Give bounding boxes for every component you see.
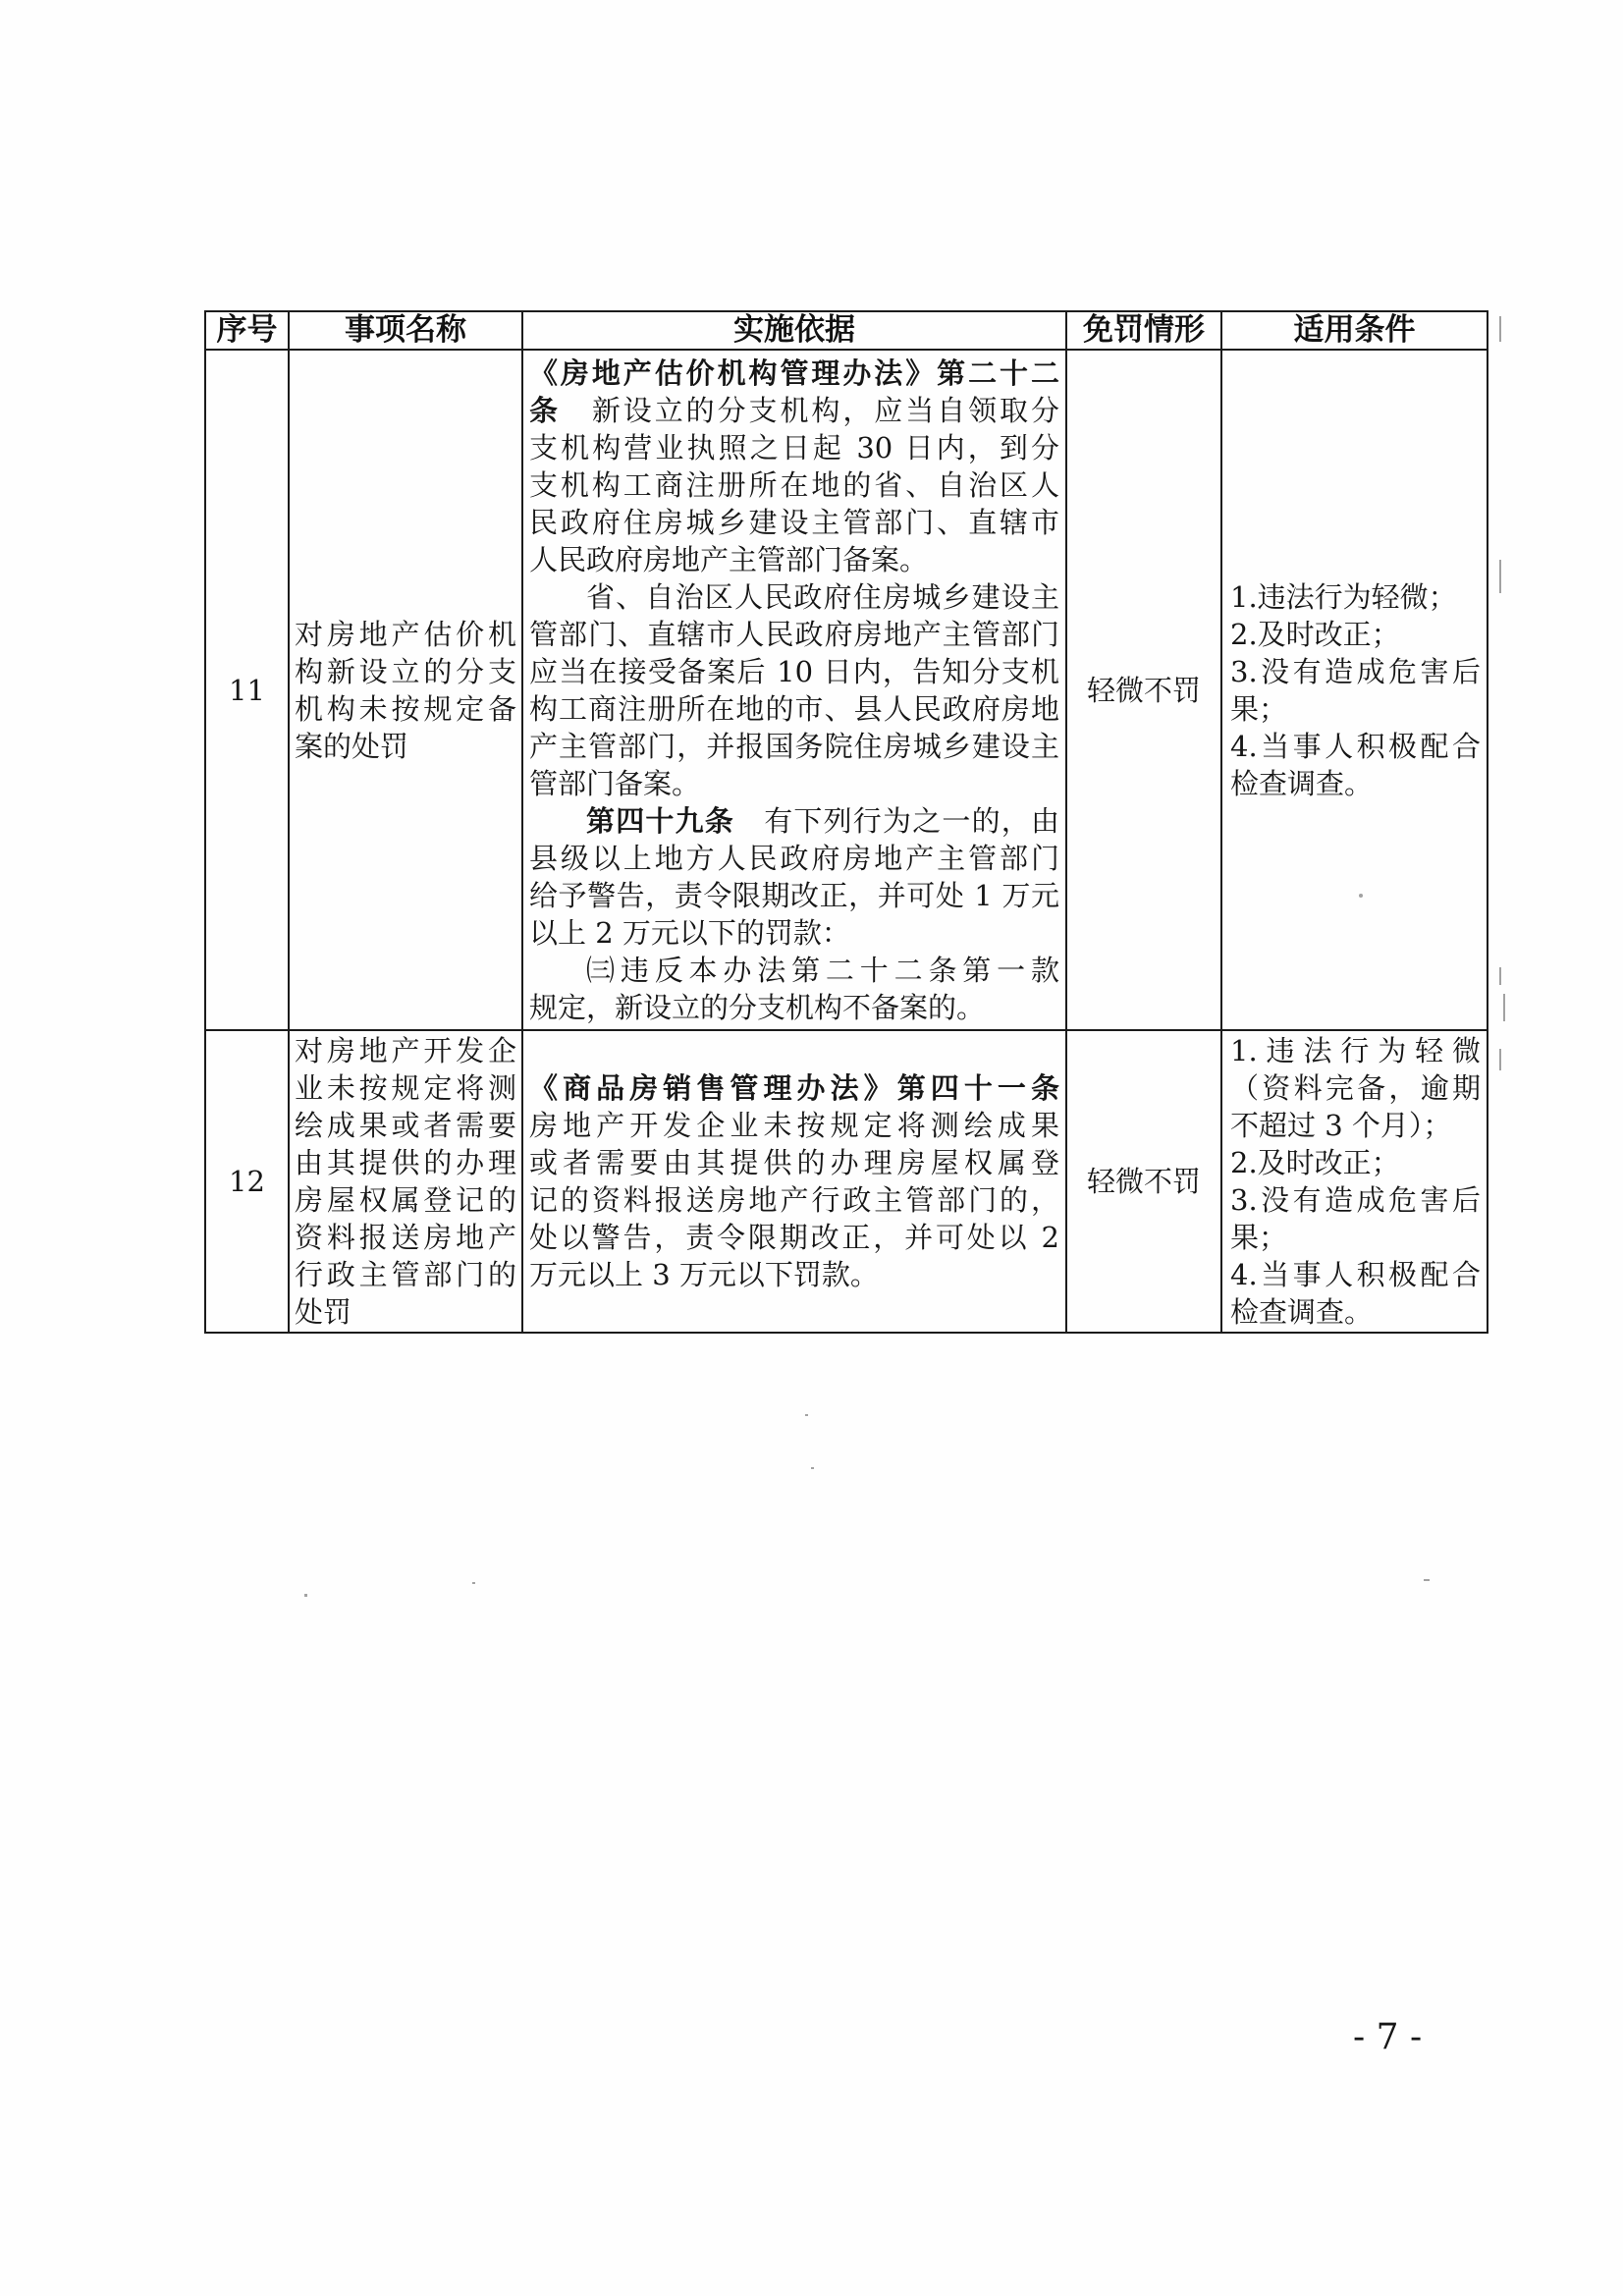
item-name-line: 绘成果或者需要 <box>295 1109 516 1142</box>
basis-line: 民政府住房城乡建设主管部门、直辖市 <box>529 505 1059 539</box>
scan-speck <box>805 1414 808 1416</box>
condition-line: 3.没有造成危害后 <box>1230 654 1481 688</box>
scan-speck <box>1359 894 1363 898</box>
serial-number: 12 <box>229 1165 265 1198</box>
cell-exemption <box>1067 1031 1222 1334</box>
condition-line: 4.当事人积极配合 <box>1230 1258 1481 1291</box>
basis-line: 房地产开发企业未按规定将测绘成果 <box>529 1109 1059 1142</box>
basis-line: 记的资料报送房地产行政主管部门的， <box>529 1183 1059 1217</box>
header-exemption: 免罚情形 <box>1067 312 1222 351</box>
basis-line <box>529 802 1059 840</box>
header-serial-number: 序号 <box>206 312 290 351</box>
item-name-line: 构新设立的分支 <box>295 654 516 688</box>
basis-text: 有下列行为之一的，由 <box>734 803 1059 838</box>
basis-line: 给予警告，责令限期改正，并可处 1 万元 <box>529 878 1059 912</box>
scan-speck <box>1499 560 1501 593</box>
basis-line: 《商品房销售管理办法》第四十一条 <box>529 1071 1059 1105</box>
header-item-name: 事项名称 <box>290 312 523 351</box>
item-name-line: 行政主管部门的 <box>295 1258 516 1291</box>
item-name-line: 对房地产估价机 <box>295 617 516 651</box>
item-name-line: 由其提供的办理 <box>295 1146 516 1179</box>
basis-line: 应当在接受备案后 10 日内，告知分支机 <box>529 654 1059 688</box>
item-name-line: 处罚 <box>295 1295 352 1329</box>
condition-line: 果； <box>1230 691 1288 726</box>
scan-speck <box>1424 1579 1430 1581</box>
item-name-line: 对房地产开发企 <box>295 1034 516 1067</box>
basis-line: 产主管部门，并报国务院住房城乡建设主 <box>529 729 1059 763</box>
basis-line: 处以警告，责令限期改正，并可处以 2 <box>529 1221 1059 1254</box>
item-name-line: 案的处罚 <box>295 729 409 763</box>
serial-number: 11 <box>229 673 265 707</box>
basis-line: ㈢违反本办法第二十二条第一款 <box>586 953 1059 987</box>
article-number: 第四十九条 <box>586 803 734 838</box>
condition-line: 1.违法行为轻微； <box>1230 579 1457 614</box>
exemption-type: 轻微不罚 <box>1086 1165 1201 1198</box>
header-conditions: 适用条件 <box>1222 312 1488 351</box>
condition-line: 4.当事人积极配合 <box>1230 729 1481 763</box>
cell-conditions <box>1222 1031 1488 1334</box>
penalty-exemption-table <box>204 310 1488 1334</box>
cell-basis <box>523 351 1067 1031</box>
cell-conditions <box>1222 351 1488 1031</box>
article-number: 条 <box>529 393 561 427</box>
basis-line <box>529 392 1059 429</box>
scan-speck <box>1499 967 1501 985</box>
condition-line: 1.违法行为轻微 <box>1230 1034 1481 1067</box>
header-basis: 实施依据 <box>523 312 1067 351</box>
condition-line: 果； <box>1230 1221 1288 1254</box>
condition-line: 3.没有造成危害后 <box>1230 1183 1481 1217</box>
scan-speck <box>472 1582 475 1584</box>
cell-serial-number <box>206 351 290 1031</box>
basis-line: 支机构营业执照之日起 30 日内，到分 <box>529 430 1059 465</box>
basis-line: 县级以上地方人民政府房地产主管部门 <box>529 841 1059 875</box>
basis-line: 构工商注册所在地的市、县人民政府房地 <box>529 691 1059 726</box>
item-name-line: 机构未按规定备 <box>295 691 516 726</box>
basis-line: 管部门备案。 <box>529 766 701 800</box>
condition-line: 不超过 3 个月）； <box>1230 1109 1452 1142</box>
scan-speck <box>1499 1049 1501 1070</box>
page-number: - 7 - <box>1353 2017 1423 2057</box>
basis-line: 以上 2 万元以下的罚款： <box>529 915 850 950</box>
basis-line: 《房地产估价机构管理办法》第二十二 <box>529 355 1059 390</box>
item-name-line: 房屋权属登记的 <box>295 1183 516 1217</box>
cell-item-name <box>290 1031 523 1334</box>
condition-line: （资料完备，逾期 <box>1230 1071 1481 1105</box>
basis-line: 或者需要由其提供的办理房屋权属登 <box>529 1146 1059 1179</box>
cell-serial-number <box>206 1031 290 1334</box>
condition-line: 2.及时改正； <box>1230 1146 1400 1179</box>
condition-line: 检查调查。 <box>1230 766 1374 800</box>
basis-text: 新设立的分支机构，应当自领取分 <box>560 393 1059 427</box>
exemption-type: 轻微不罚 <box>1086 673 1201 707</box>
cell-exemption <box>1067 351 1222 1031</box>
basis-line: 省、自治区人民政府住房城乡建设主 <box>586 579 1059 614</box>
condition-line: 2.及时改正； <box>1230 617 1400 651</box>
scan-speck <box>1503 994 1505 1021</box>
basis-line: 支机构工商注册所在地的省、自治区人 <box>529 467 1059 502</box>
basis-line: 规定，新设立的分支机构不备案的。 <box>529 990 986 1024</box>
condition-line: 检查调查。 <box>1230 1295 1374 1329</box>
scan-speck <box>1499 316 1501 342</box>
cell-item-name <box>290 351 523 1031</box>
item-name-line: 业未按规定将测 <box>295 1071 516 1105</box>
basis-line: 人民政府房地产主管部门备案。 <box>529 542 929 576</box>
cell-basis <box>523 1031 1067 1334</box>
basis-line: 管部门、直辖市人民政府房地产主管部门 <box>529 617 1059 651</box>
scan-speck <box>304 1594 307 1597</box>
item-name-line: 资料报送房地产 <box>295 1221 516 1254</box>
scan-speck <box>811 1467 814 1469</box>
basis-line: 万元以上 3 万元以下罚款。 <box>529 1258 879 1291</box>
